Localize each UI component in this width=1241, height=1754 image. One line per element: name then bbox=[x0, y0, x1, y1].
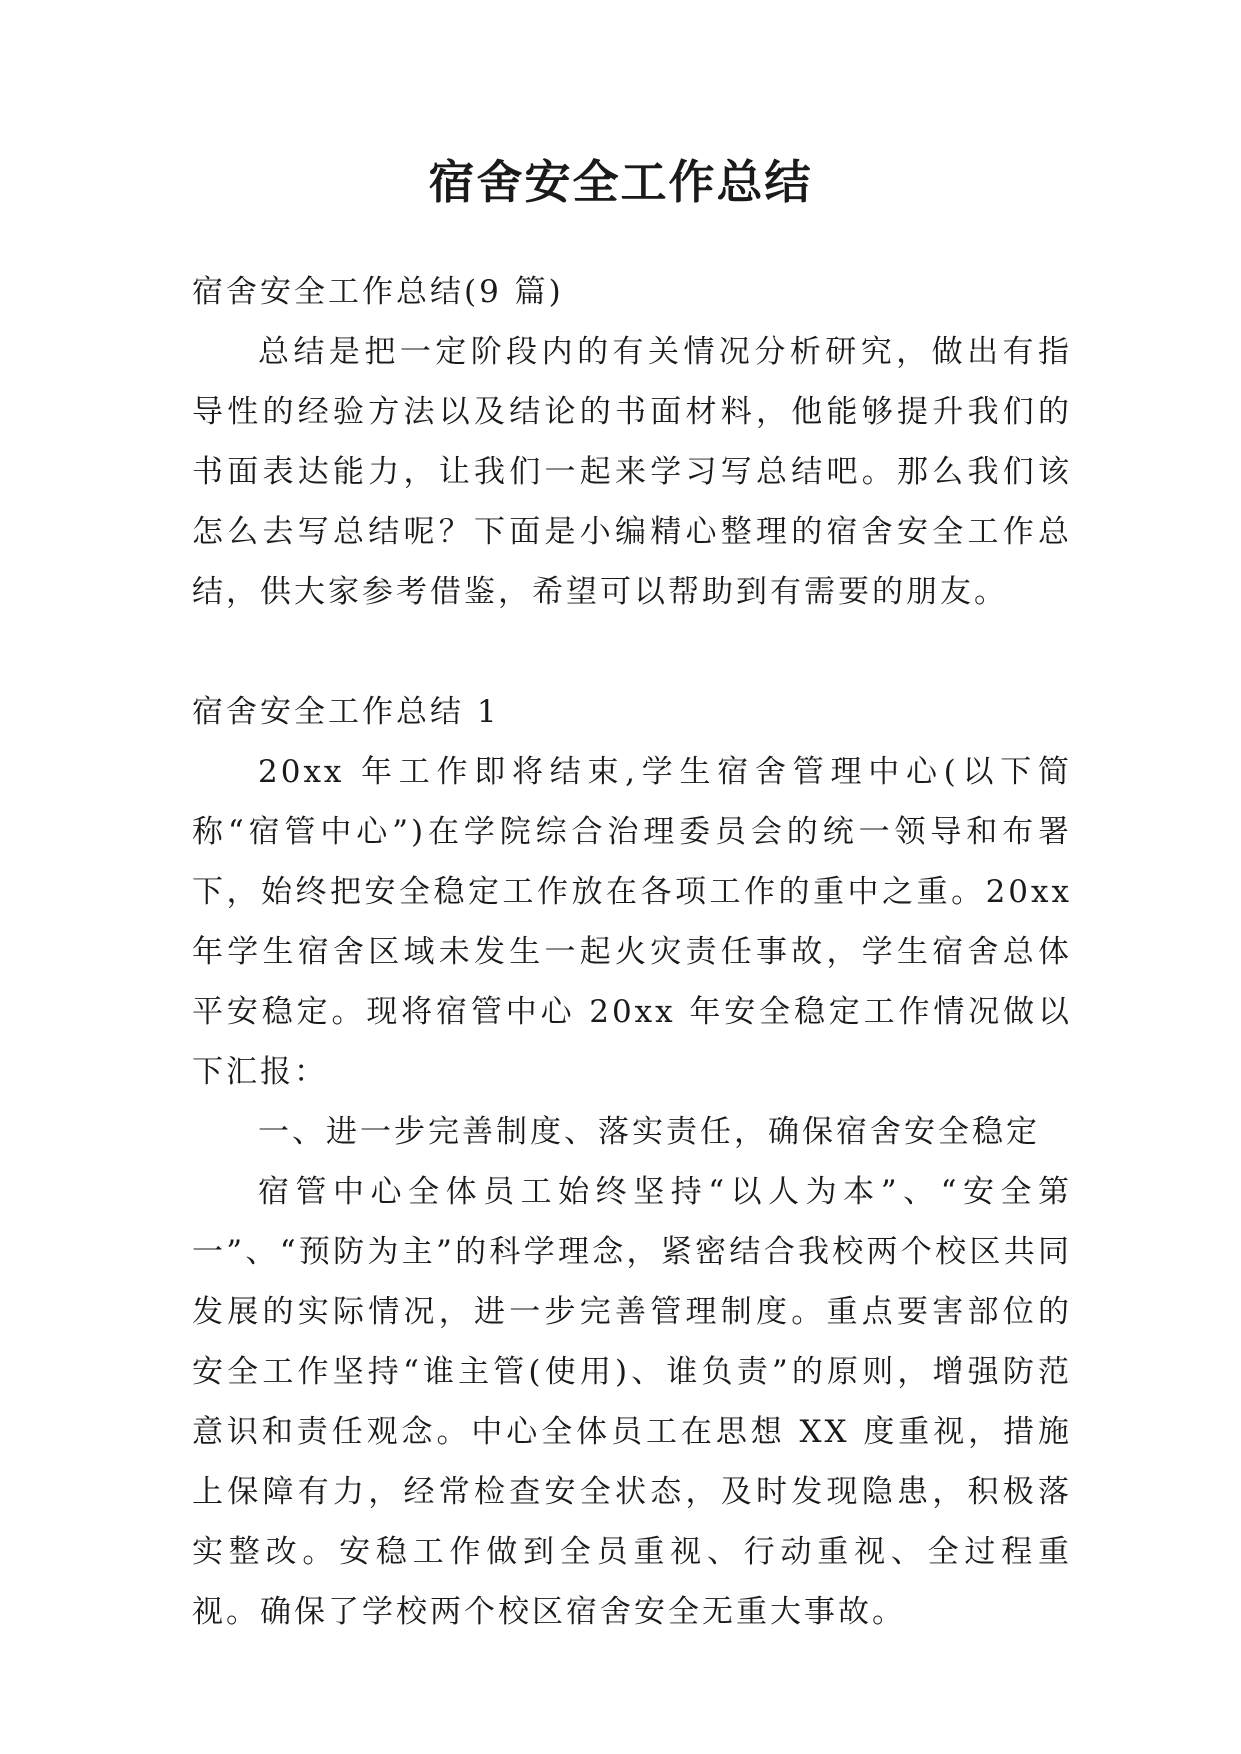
section-spacer bbox=[192, 622, 1072, 682]
body-paragraph: 宿管中心全体员工始终坚持“以人为本”、“安全第一”、“预防为主”的科学理念，紧密结合我校两个校区共同发展的实际情况，进一步完善管理制度。重点要害部位的安全工作坚持“谁主管(使用)、谁负责”的原则，增强防范意识和责任观念。中心全体员工在思想 XX 度重视，措施上保障有力，经常检查安全状态，及时发现隐患，积极落实整改。安稳工作做到全员重视、行动重视、全过程重视。确保了学校两个校区宿舍安全无重大事故。 bbox=[192, 1174, 1072, 1630]
section-heading: 宿舍安全工作总结 1 bbox=[192, 694, 500, 730]
document-body bbox=[192, 262, 1072, 1642]
intro-paragraph: 总结是把一定阶段内的有关情况分析研究，做出有指导性的经验方法以及结论的书面材料，他能够提升我们的书面表达能力，让我们一起来学习写总结吧。那么我们该怎么去写总结呢？下面是小编精心整理的宿舍安全工作总结，供大家参考借鉴，希望可以帮助到有需要的朋友。 bbox=[192, 334, 1072, 610]
document-subtitle: 宿舍安全工作总结(9 篇) bbox=[192, 274, 564, 310]
document-title: 宿舍安全工作总结 bbox=[428, 155, 813, 209]
subsection-heading: 一、进一步完善制度、落实责任，确保宿舍安全稳定 bbox=[258, 1114, 1040, 1150]
body-paragraph: 20xx 年工作即将结束,学生宿舍管理中心(以下简称“宿管中心”)在学院综合治理委员会的统一领导和布署下，始终把安全稳定工作放在各项工作的重中之重。20xx 年学生宿舍区域未发生一起火灾责任事故，学生宿舍总体平安稳定。现将宿管中心 20xx 年安全稳定工作情况做以下汇报： bbox=[192, 754, 1072, 1090]
